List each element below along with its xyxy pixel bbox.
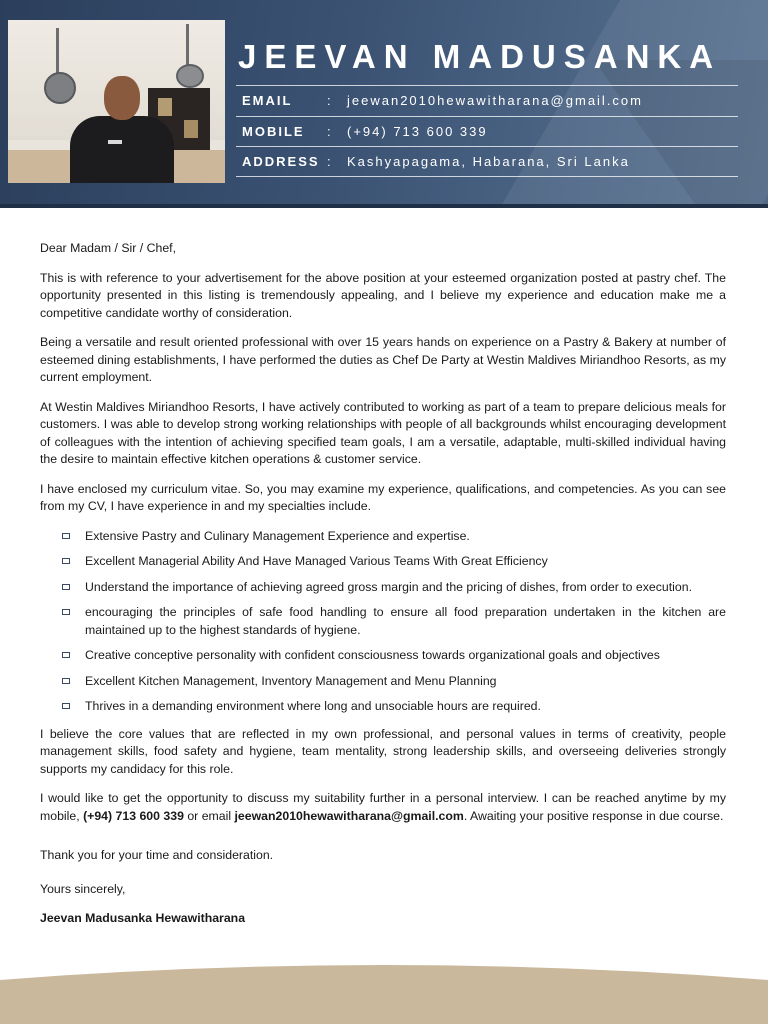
salutation: Dear Madam / Sir / Chef, xyxy=(40,241,176,255)
paragraph-interview: I would like to get the opportunity to discuss my suitability further in a personal interview. I can be reached anytime by my mobile, (+94) 713 600 339 or email jeewan2010hewawitharana@gmail.com. Awaiting your positive response in due course. xyxy=(40,791,726,823)
footer-wave-shape xyxy=(0,965,768,1024)
phone-number: (+94) 713 600 339 xyxy=(83,808,184,823)
contact-email xyxy=(236,86,738,116)
closing-line: Yours sincerely, xyxy=(40,881,126,896)
list-item: Creative conceptive personality with confident consciousness towards organizational goals and objectives xyxy=(40,647,726,665)
contact-separator: : xyxy=(327,154,333,169)
contact-address xyxy=(236,147,738,177)
square-bullet-icon xyxy=(62,584,70,590)
signature-name: Jeevan Madusanka Hewawitharana xyxy=(40,911,246,925)
contact-label: MOBILE xyxy=(242,124,305,139)
list-item: Excellent Kitchen Management, Inventory Management and Menu Planning xyxy=(40,673,726,691)
cover-letter-body xyxy=(40,240,726,940)
header-banner xyxy=(0,0,768,208)
contact-address-value: Kashyapagama, Habarana, Sri Lanka xyxy=(347,154,630,169)
paragraph-experience: Being a versatile and result oriented professional with over 15 years hands on experience on a Pastry & Bakery at number of esteemed dining establishments, I have performed the duties as Chef De Party at Westin Maldives Miriandhoo Resorts, as my current employment. xyxy=(40,335,726,384)
contact-email-value[interactable]: jeewan2010hewawitharana@gmail.com xyxy=(347,93,643,108)
list-item: Understand the importance of achieving agreed gross margin and the pricing of dishes, from order to execution. xyxy=(40,579,726,597)
applicant-name: JEEVAN MADUSANKA xyxy=(238,38,722,75)
divider-line xyxy=(236,176,738,177)
contact-separator: : xyxy=(327,93,333,108)
list-item: Excellent Managerial Ability And Have Managed Various Teams With Great Efficiency xyxy=(40,553,726,571)
square-bullet-icon xyxy=(62,609,70,615)
contact-mobile-value: (+94) 713 600 339 xyxy=(347,124,488,139)
paragraph-current-role: At Westin Maldives Miriandhoo Resorts, I have actively contributed to working as part of a team to prepare delicious meals for customers. I was able to develop strong working relationships with people of all backgrounds whilst encouraging development of colleagues with the intention of achieving specified team goals, I am a versatile, adaptable, multi-skilled individual having the desire to maintain effective kitchen operations & customer service. xyxy=(40,399,726,466)
list-item: Thrives in a demanding environment where long and unsociable hours are required. xyxy=(40,698,726,716)
footer-wave xyxy=(0,964,768,1024)
contact-label: ADDRESS xyxy=(242,154,320,169)
paragraph-intro: This is with reference to your advertisement for the above position at your esteemed organization posted at pastry chef. The opportunity presented in this listing is tremendously appealing, and I believe my experience and education make me a competitive candidate worthy of consideration. xyxy=(40,270,726,320)
list-item: encouraging the principles of safe food handling to ensure all food preparation undertaken in the kitchen are maintained up to the highest standards of hygiene. xyxy=(40,604,726,639)
email-address[interactable]: jeewan2010hewawitharana@gmail.com xyxy=(234,808,464,823)
square-bullet-icon xyxy=(62,652,70,658)
contact-separator: : xyxy=(327,124,333,139)
header-bottom-edge xyxy=(0,204,768,208)
square-bullet-icon xyxy=(62,533,70,539)
contact-label: EMAIL xyxy=(242,93,293,108)
list-item: Extensive Pastry and Culinary Management Experience and expertise. xyxy=(40,528,726,546)
square-bullet-icon xyxy=(62,558,70,564)
paragraph-cv: I have enclosed my curriculum vitae. So, you may examine my experience, qualifications, and competencies. As you can see from my CV, I have experience in and my specialties include. xyxy=(40,481,726,513)
square-bullet-icon xyxy=(62,678,70,684)
specialties-list xyxy=(40,528,726,716)
paragraph-values: I believe the core values that are reflected in my own professional, and personal values in terms of creativity, people management skills, food safety and hygiene, team mentality, strong leadership skills, and overseeing deliveries strongly supports my candidacy for this role. xyxy=(40,726,726,776)
thanks-line: Thank you for your time and consideration. xyxy=(40,848,274,862)
square-bullet-icon xyxy=(62,703,70,709)
profile-photo xyxy=(8,20,225,183)
contact-mobile xyxy=(236,117,738,147)
